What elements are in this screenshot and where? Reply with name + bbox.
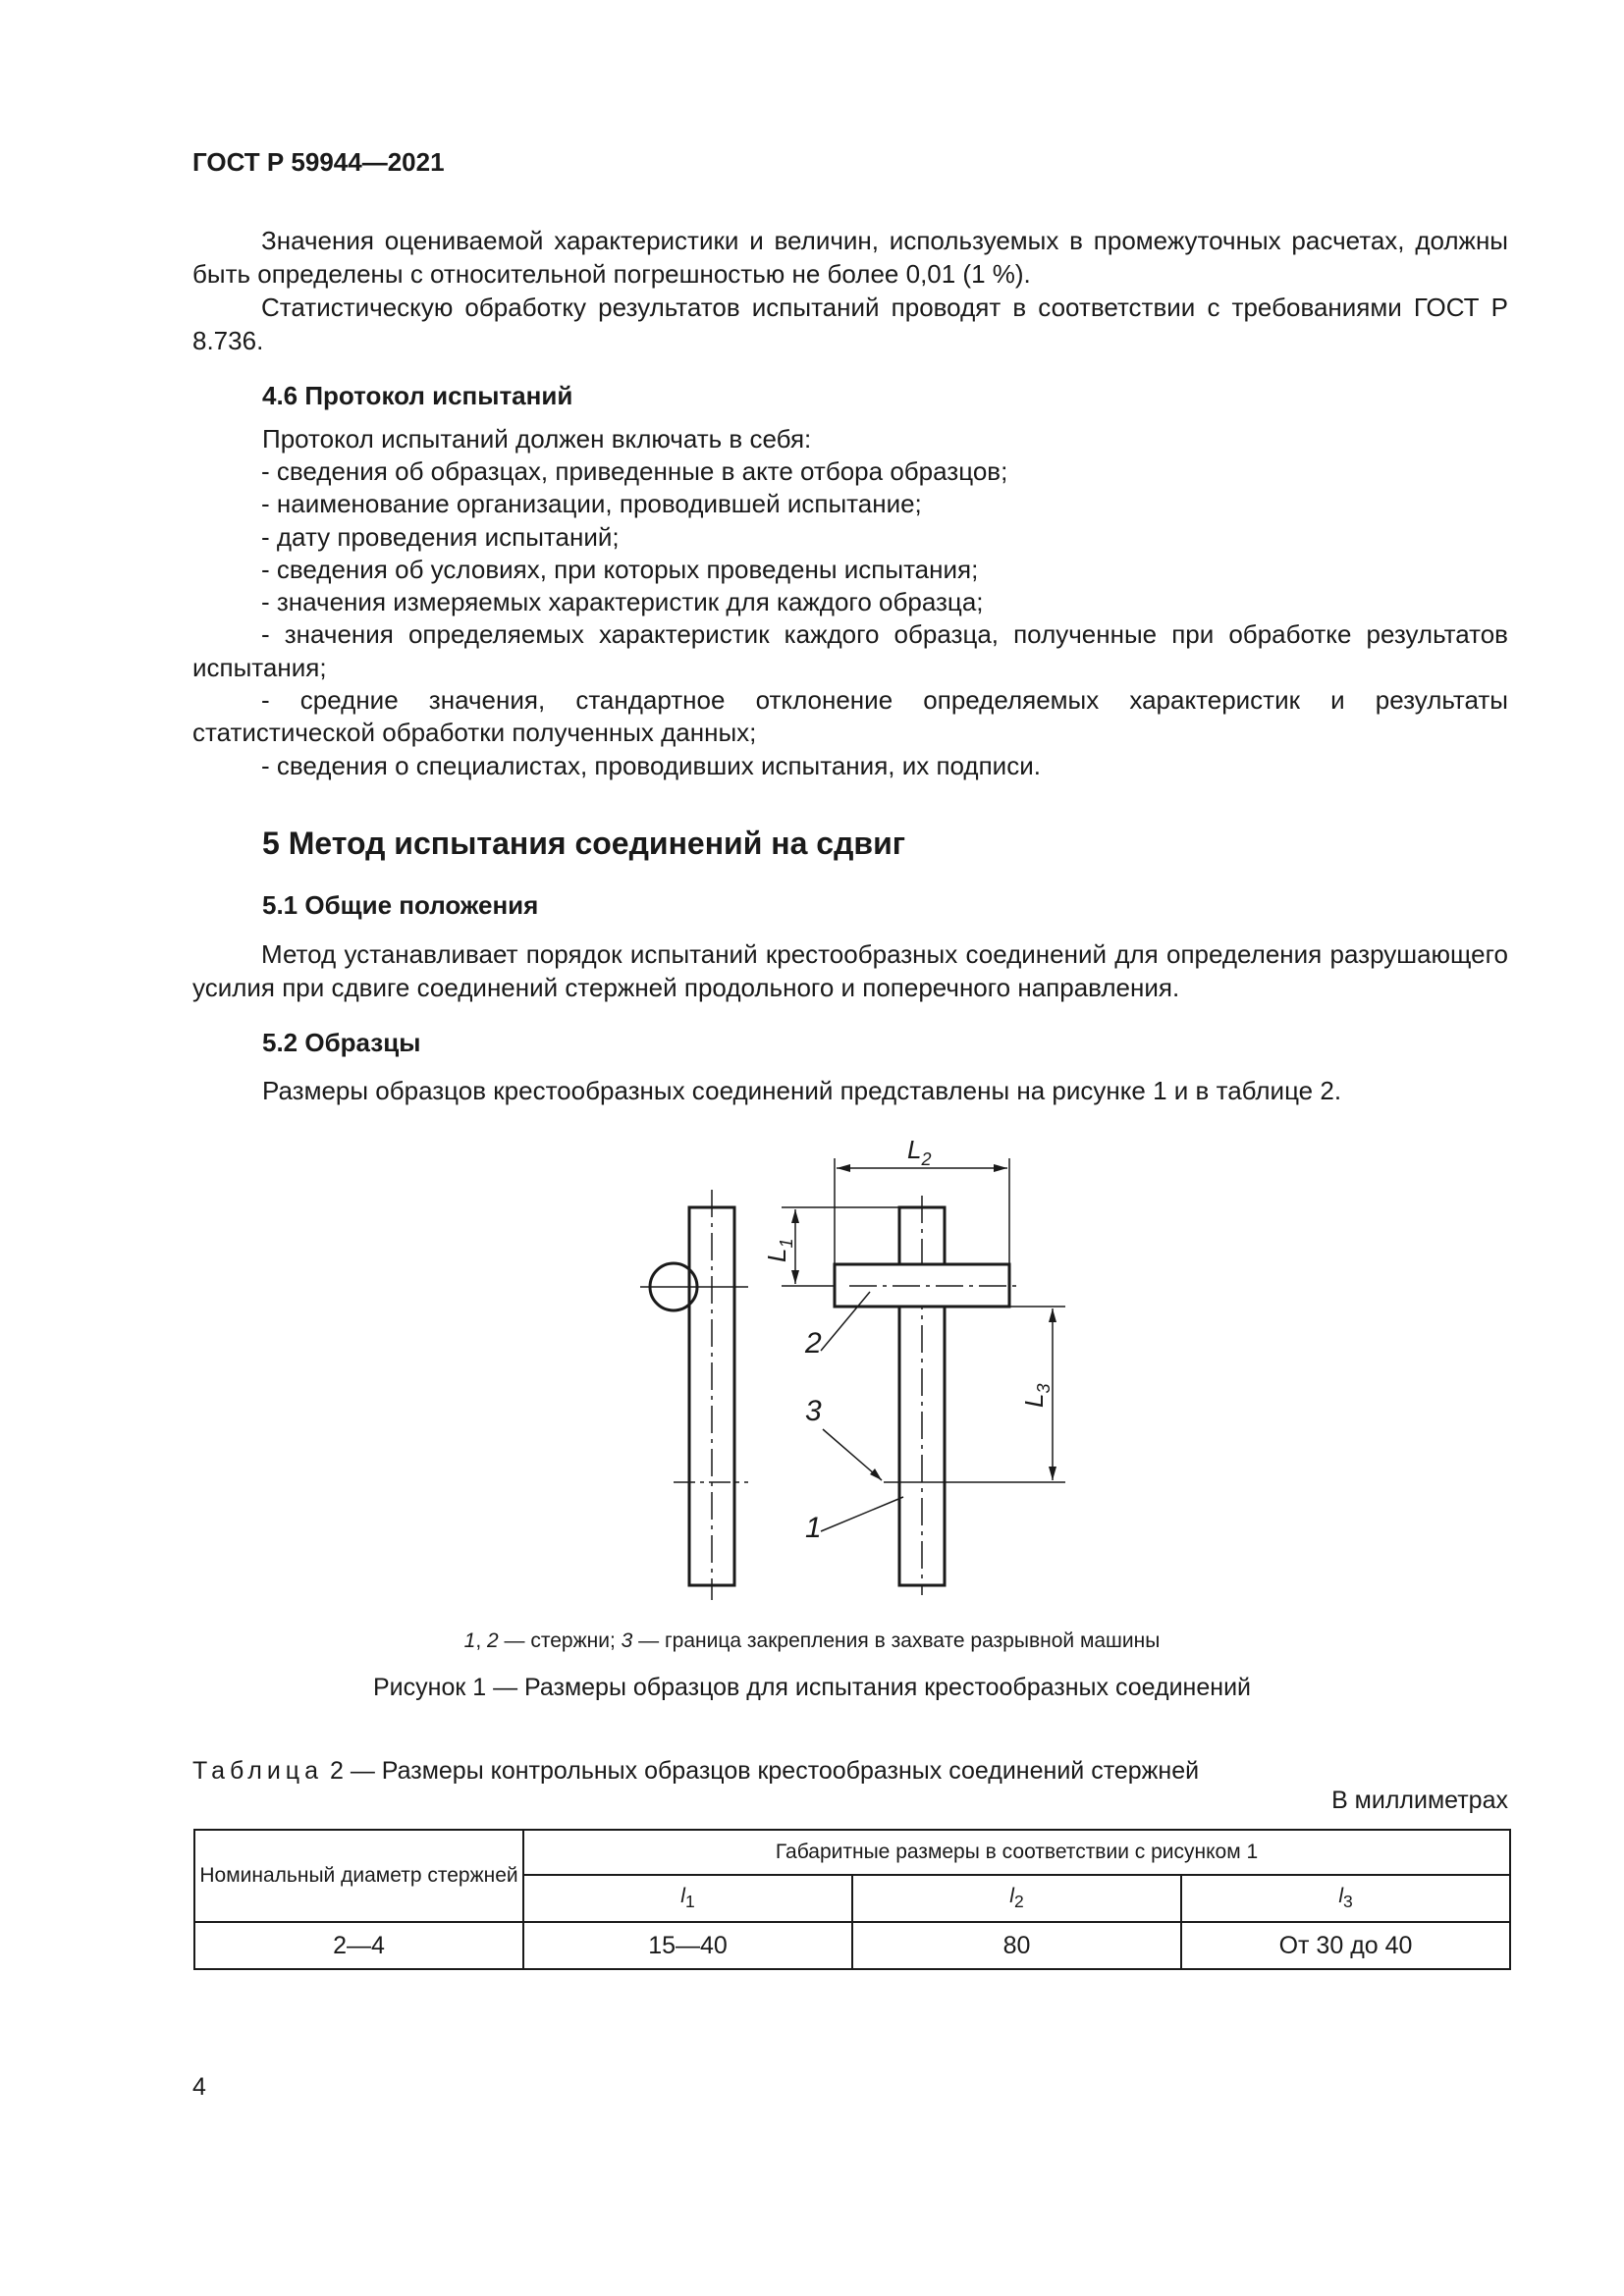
cell-l3: От 30 до 40 — [1181, 1922, 1510, 1969]
list-item: - дату проведения испытаний; — [261, 521, 620, 552]
header-overall-dimensions: Габаритные размеры в соответствии с рисунком 1 — [523, 1830, 1510, 1875]
dimensions-table — [193, 1829, 1511, 1970]
leader-1 — [821, 1497, 903, 1531]
label-part-3: 3 — [805, 1395, 822, 1427]
header-l1: $l_1$ — [523, 1875, 852, 1922]
label-l3: $L_3$ — [1019, 1383, 1054, 1408]
section-4-6-title: 4.6 Протокол испытаний — [262, 381, 573, 410]
document-header: ГОСТ Р 59944—2021 — [192, 147, 445, 177]
label-l1: $L_1$ — [762, 1238, 796, 1262]
label-part-1: 1 — [805, 1512, 822, 1544]
table-title: Таблица 2 — Размеры контрольных образцов крестообразных соединений стержней — [192, 1757, 1200, 1785]
list-item: - сведения об образцах, приведенные в акте отбора образцов; — [261, 456, 1008, 486]
list-item: - наименование организации, проводившей испытание; — [261, 489, 922, 519]
table-units: В миллиметрах — [1331, 1787, 1508, 1814]
label-l2: $L_2$ — [907, 1135, 932, 1169]
section-5-2-title: 5.2 Образцы — [262, 1028, 421, 1057]
list-item: - средние значения, стандартное отклонение определяемых характеристик и результаты статистической обработки полученных данных; — [192, 685, 1508, 748]
paragraph-statistics: Статистическую обработку результатов испытаний проводят в соответствии с требованиями ГОСТ Р 8.736. — [192, 293, 1508, 355]
cell-l2: 80 — [852, 1922, 1181, 1969]
header-nominal-diameter: Номинальный диаметр стержней — [194, 1830, 523, 1922]
section-5-title: 5 Метод испытания соединений на сдвиг — [262, 826, 906, 861]
paragraph-samples: Размеры образцов крестообразных соединений представлены на рисунке 1 и в таблице 2. — [262, 1076, 1342, 1105]
figure-legend: 1, 2 — стержни; 3 — граница закрепления в захвате разрывной машины — [463, 1629, 1161, 1652]
list-item: - сведения о специалистах, проводивших испытания, их подписи. — [261, 750, 1041, 780]
list-item: - значения определяемых характеристик каждого образца, полученные при обработке результатов испытания; — [192, 619, 1508, 682]
figure-caption: Рисунок 1 — Размеры образцов для испытания крестообразных соединений — [373, 1674, 1251, 1701]
cell-l1: 15—40 — [523, 1922, 852, 1969]
protocol-lead: Протокол испытаний должен включать в себя: — [262, 424, 812, 454]
label-part-2: 2 — [805, 1327, 822, 1360]
list-item: - значения измеряемых характеристик для каждого образца; — [261, 587, 984, 617]
page-number: 4 — [192, 2073, 206, 2101]
cell-diameter: 2—4 — [194, 1922, 523, 1969]
paragraph-method: Метод устанавливает порядок испытаний крестообразных соединений для определения разрушающего усилия при сдвиге соединений стержней продольного и поперечного направления. — [192, 939, 1508, 1002]
table-row — [194, 1922, 1510, 1969]
list-item: - сведения об условиях, при которых проведены испытания; — [261, 554, 979, 584]
section-5-1-title: 5.1 Общие положения — [262, 890, 539, 920]
header-l3: $l_3$ — [1181, 1875, 1510, 1922]
paragraph-precision: Значения оцениваемой характеристики и величин, используемых в промежуточных расчетах, должны быть определены с относительной погрешностью не более 0,01 (1 %). — [192, 226, 1508, 289]
header-l2: $l_2$ — [852, 1875, 1181, 1922]
